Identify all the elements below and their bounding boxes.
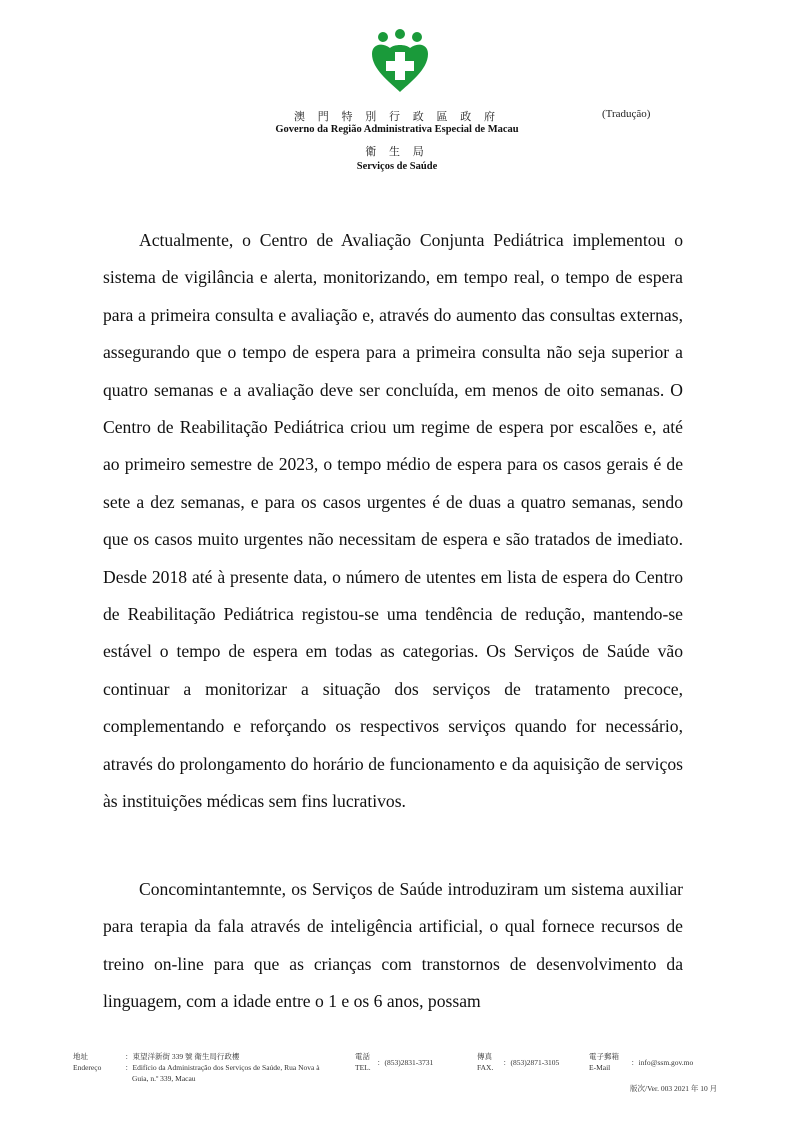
tel-label-pt: TEL. xyxy=(355,1063,371,1072)
address-value-pt: ：Edifício da Administração dos Serviços de Saúde, Rua Nova à xyxy=(125,1063,320,1072)
translation-note: (Tradução) xyxy=(602,108,651,120)
fax-value: ：(853)2871-3105 xyxy=(503,1058,560,1067)
email-label-pt: E-Mail xyxy=(589,1063,611,1072)
address-label-pt: Endereço xyxy=(73,1063,102,1072)
body-paragraph-2: Concomintantemnte, os Serviços de Saúde introduziram um sistema auxiliar para terapia da fala através de inteligência artificial, o qual fornece recursos de treino on-line para que as crianças com transtornos de desenvolvimento da linguagem, com a idade entre o 1 e os 6 anos, possam xyxy=(103,879,683,1012)
address-label-zh: 地址 xyxy=(73,1052,88,1061)
version-info: 版次/Ver. 003 2021 年 10 月 xyxy=(630,1084,718,1093)
fax-label-zh: 傳真 xyxy=(477,1052,492,1061)
department-name-zh: 衛 生 局 xyxy=(365,146,429,158)
government-name-zh: 澳 門 特 別 行 政 區 政 府 xyxy=(294,111,500,123)
address-value-zh: ：東望洋新街 339 號 衛生局行政樓 xyxy=(125,1052,240,1061)
address-value-pt-line2: Guia, n.º 339, Macau xyxy=(132,1074,196,1083)
department-name-pt: Serviços de Saúde xyxy=(356,161,438,172)
body-paragraph-1: Actualmente, o Centro de Avaliação Conjunta Pediátrica implementou o sistema de vigilância e alerta, monitorizando, em tempo real, o tempo de espera para a primeira consulta e avaliação e, através do aumento das consultas externas, assegurando que o tempo de espera para a primeira consulta não seja superior a quatro semanas e a avaliação deve ser concluída, em menos de oito semanas. O Centro de Reabilitação Pediátrica criou um regime de espera por escalões e, até ao primeiro semestre de 2023, o tempo médio de espera para os casos gerais é de sete a dez semanas, e para os casos urgentes é de duas a quatro semanas, sendo que os casos muito urgentes não necessitam de espera e são tratados de imediato. Desde 2018 até à presente data, o número de utentes em lista de espera do Centro de Reabilitação Pediátrica registou-se uma tendência de redução, mantendo-se estável o tempo de espera em todas as categorias. Os Serviços de Saúde vão continuar a monitorizar a situação dos serviços de tratamento precoce, complementando e reforçando os respectivos serviços quando for necessário, através do prolongamento do horário de funcionamento e da aquisição de serviços às instituições médicas sem fins lucrativos. xyxy=(103,230,683,812)
tel-label-zh: 電話 xyxy=(355,1052,370,1061)
tel-value: ：(853)2831-3731 xyxy=(377,1058,434,1067)
email-value: ：info@ssm.gov.mo xyxy=(631,1058,694,1067)
government-name-pt: Governo da Região Administrativa Especial de Macau xyxy=(275,124,519,135)
email-label-zh: 電子郵箱 xyxy=(589,1052,619,1061)
health-bureau-logo-icon xyxy=(368,28,432,94)
fax-label-pt: FAX. xyxy=(477,1063,494,1072)
